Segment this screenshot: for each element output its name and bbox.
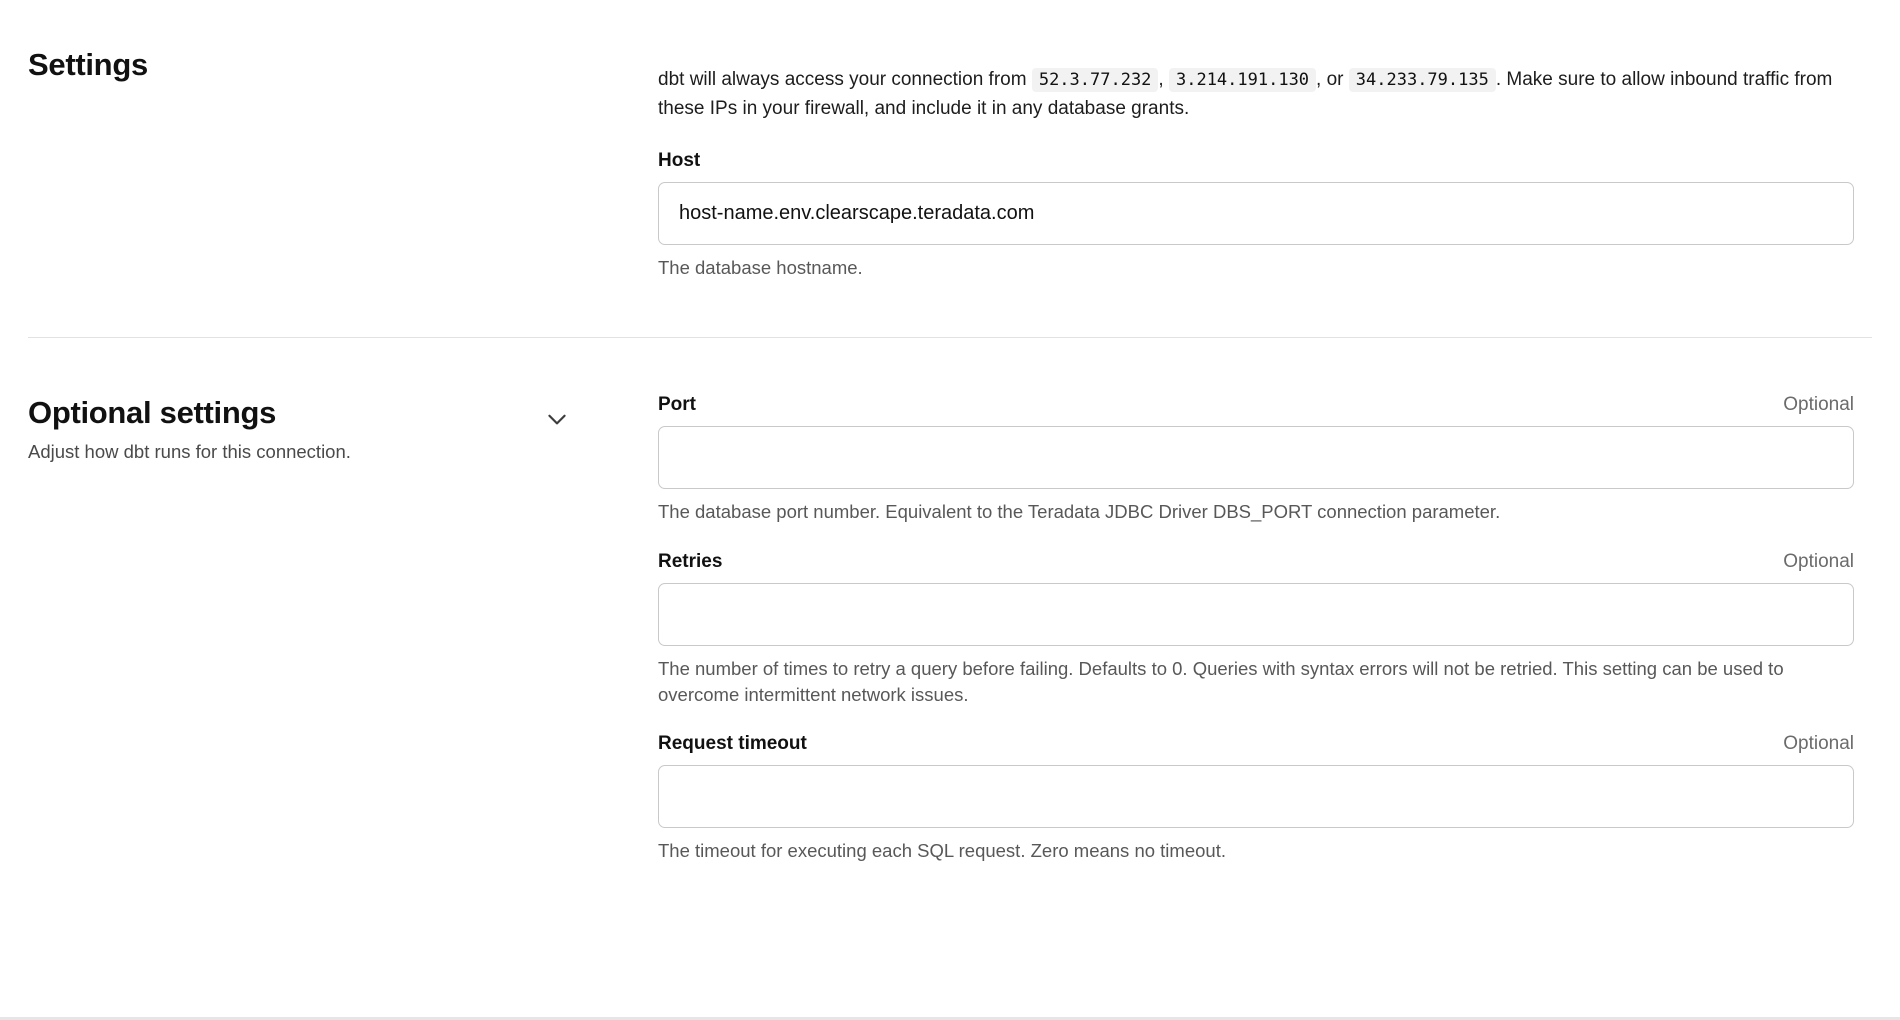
host-field-head <box>658 150 1854 172</box>
page-title: Settings <box>28 47 148 82</box>
request-timeout-input[interactable] <box>658 765 1854 828</box>
retries-help-text: The number of times to retry a query before failing. Defaults to 0. Queries with syntax errors will not be retried. This setting can be used to overcome intermittent network issues. <box>658 657 1784 705</box>
port-optional-tag: Optional <box>1783 393 1854 415</box>
port-label: Port <box>658 393 696 415</box>
settings-section-body <box>658 46 1872 281</box>
ip-allowlist-note <box>658 65 1854 124</box>
optional-settings-header <box>28 394 658 465</box>
host-input[interactable] <box>658 182 1854 245</box>
optional-settings-section <box>28 338 1872 865</box>
ip-address-2: 3.214.191.130 <box>1169 68 1316 92</box>
ip-note-sep-1: , <box>1158 69 1164 90</box>
retries-label: Retries <box>658 550 723 572</box>
settings-section <box>28 0 1872 281</box>
optional-settings-title: Optional settings <box>28 394 277 430</box>
host-label: Host <box>658 149 701 171</box>
request-timeout-field-group <box>658 733 1854 864</box>
ip-address-1: 52.3.77.232 <box>1032 68 1159 92</box>
optional-settings-body <box>658 394 1872 865</box>
port-field-head <box>658 394 1854 416</box>
request-timeout-help-text: The timeout for executing each SQL request. Zero means no timeout. <box>658 840 1226 862</box>
chevron-down-icon[interactable] <box>544 406 570 432</box>
port-field-group <box>658 394 1854 525</box>
host-help-text: The database hostname. <box>658 256 863 278</box>
request-timeout-optional-tag: Optional <box>1783 733 1854 755</box>
request-timeout-field-head <box>658 733 1854 755</box>
ip-note-sep-2: , or <box>1316 69 1344 90</box>
settings-section-header <box>28 46 658 83</box>
ip-note-prefix: dbt will always access your connection from <box>658 69 1027 90</box>
retries-field-head <box>658 551 1854 573</box>
port-input[interactable] <box>658 426 1854 489</box>
port-help-text: The database port number. Equivalent to the Teradata JDBC Driver DBS_PORT connection parameter. <box>658 500 1501 522</box>
ip-note-suffix: . Make sure to allow inbound traffic from these IPs in your firewall, and include it in any database grants. <box>658 69 1833 120</box>
optional-settings-subtitle: Adjust how dbt runs for this connection. <box>28 440 351 462</box>
request-timeout-label: Request timeout <box>658 733 807 755</box>
retries-input[interactable] <box>658 583 1854 646</box>
retries-optional-tag: Optional <box>1783 550 1854 572</box>
ip-address-3: 34.233.79.135 <box>1349 68 1496 92</box>
host-field-group <box>658 150 1854 281</box>
retries-field-group <box>658 551 1854 708</box>
